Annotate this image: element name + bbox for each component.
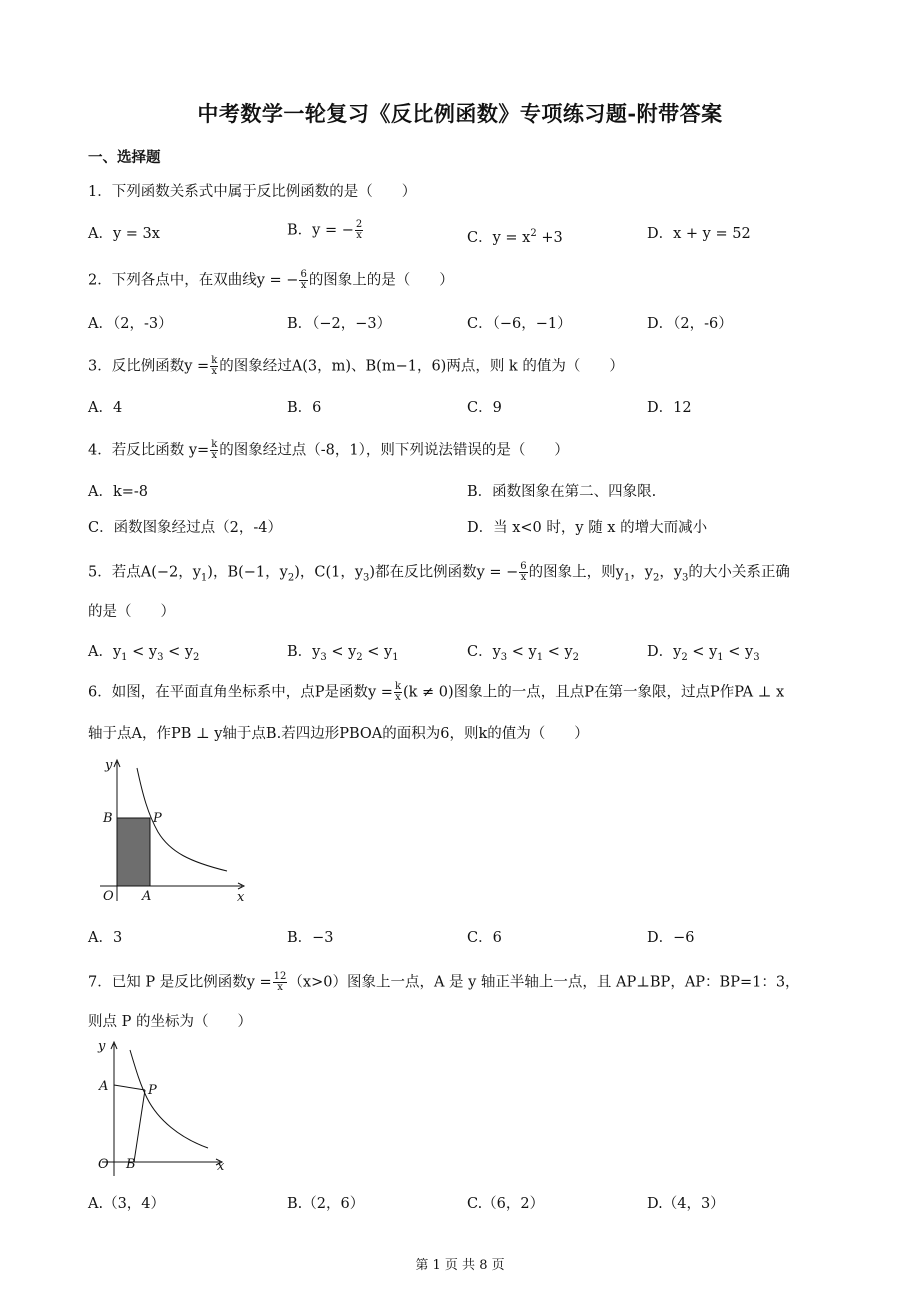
q5-option-a: A．$y_1 < y_3 < y_2$: [88, 644, 200, 663]
section-heading: 一、选择题: [88, 149, 161, 166]
q7-label-o: O: [98, 1157, 109, 1172]
q3-option-d: D．12: [647, 400, 692, 416]
question-4-stem: 4．若反比函数 y= $\frac{k}{x}$ 的图象经过点（-8，1），则下列说法错误的是（ ）: [88, 439, 569, 461]
q5-option-d: D．$y_2 < y_1 < y_3$: [647, 644, 760, 663]
q1-option-b: B．y = − $\frac{2}{x}$: [287, 219, 363, 241]
question-2-stem: 2．下列各点中，在双曲线y = − $\frac{6}{x}$ 的图象上的是（ ）: [88, 269, 454, 291]
q3-option-a: A．4: [88, 400, 123, 416]
question-3-stem: 3．反比例函数y = $\frac{k}{x}$ 的图象经过A(3，m)、B(m−1，6)两点，则 k 的值为（ ）: [88, 355, 624, 377]
q7-label-a: A: [99, 1079, 109, 1094]
q7-label-p: P: [148, 1083, 157, 1098]
q2-option-d: D．（2，-6）: [647, 316, 733, 332]
q4-option-d: D．当 x<0 时，y 随 x 的增大而减小: [467, 520, 708, 536]
q5-option-c: C．$y_3 < y_1 < y_2$: [467, 644, 580, 663]
q7-label-b: B: [126, 1157, 136, 1172]
page-title: 中考数学一轮复习《反比例函数》专项练习题-附带答案: [197, 101, 723, 126]
q1-option-d: D．x + y = 52: [647, 226, 751, 242]
q7-figure: [90, 1038, 240, 1178]
q7-label-x: x: [217, 1159, 225, 1174]
page-footer: 第 1 页 共 8 页: [415, 1258, 505, 1273]
q3-option-c: C．9: [467, 400, 502, 416]
q2-option-c: C．（−6，−1）: [467, 316, 572, 332]
q7-option-c: C.（6，2）: [467, 1196, 545, 1212]
q6-label-y: y: [105, 758, 113, 773]
q7-segment-bp: [134, 1090, 145, 1162]
q1-option-c: C．$y = x^2 +3$: [467, 228, 563, 246]
question-6-line2: 轴于点A，作PB ⊥ y轴于点B.若四边形PBOA的面积为6，则k的值为（ ）: [88, 726, 589, 742]
question-5-line2: 的是（ ）: [88, 604, 175, 620]
q4-option-a: A．k=-8: [88, 484, 149, 500]
q5-option-b: B．$y_3 < y_2 < y_1$: [287, 644, 399, 663]
q4-option-b: B．函数图象在第二、四象限.: [467, 484, 657, 500]
q6-option-c: C．6: [467, 930, 502, 946]
q4-option-c: C．函数图象经过点（2，-4）: [88, 520, 282, 536]
q6-figure: [90, 756, 260, 906]
question-6-stem: 6．如图，在平面直角坐标系中，点P是函数y = $\frac{k}{x}$ (k ≠ 0)图象上的一点，且点P在第一象限，过点P作PA ⊥ x: [88, 681, 785, 703]
q2-option-a: A．（2，-3）: [88, 316, 173, 332]
q6-label-a: A: [142, 889, 152, 904]
q6-option-a: A．3: [88, 930, 123, 946]
question-7-stem: 7．已知 P 是反比例函数y = $\frac{12}{x}$ （x>0）图象上一点，A 是 y 轴正半轴上一点，且 AP⊥BP，AP：BP=1：3，: [88, 971, 800, 993]
q7-option-d: D.（4，3）: [647, 1196, 725, 1212]
q1-option-a: A．y = 3x: [88, 226, 160, 242]
q6-label-p: P: [153, 811, 162, 826]
q2-option-b: B．（−2，−3）: [287, 316, 392, 332]
question-1-stem: 1．下列函数关系式中属于反比例函数的是（ ）: [88, 184, 417, 200]
q6-label-o: O: [103, 889, 114, 904]
q7-hyperbola-curve: [130, 1050, 208, 1148]
question-7-line2: 则点 P 的坐标为（ ）: [88, 1014, 252, 1030]
q3-option-b: B．6: [287, 400, 322, 416]
q7-option-a: A.（3，4）: [88, 1196, 166, 1212]
q6-label-x: x: [237, 890, 245, 905]
q7-segment-ap: [114, 1085, 145, 1090]
q6-option-b: B．−3: [287, 930, 334, 946]
q7-option-b: B.（2，6）: [287, 1196, 365, 1212]
q6-option-d: D．−6: [647, 930, 695, 946]
q6-label-b: B: [103, 811, 113, 826]
q7-label-y: y: [98, 1039, 106, 1054]
q6-rectangle-pboa: [117, 818, 150, 886]
question-5-stem: 5．若点A(−2，$y_1$)，B(−1，$y_2$)，C(1，$y_3$)都在反比例函数y = − $\frac{6}{x}$ 的图象上，则$y_1$，$y_2$，$y_3$的大小关系正确: [88, 561, 790, 584]
